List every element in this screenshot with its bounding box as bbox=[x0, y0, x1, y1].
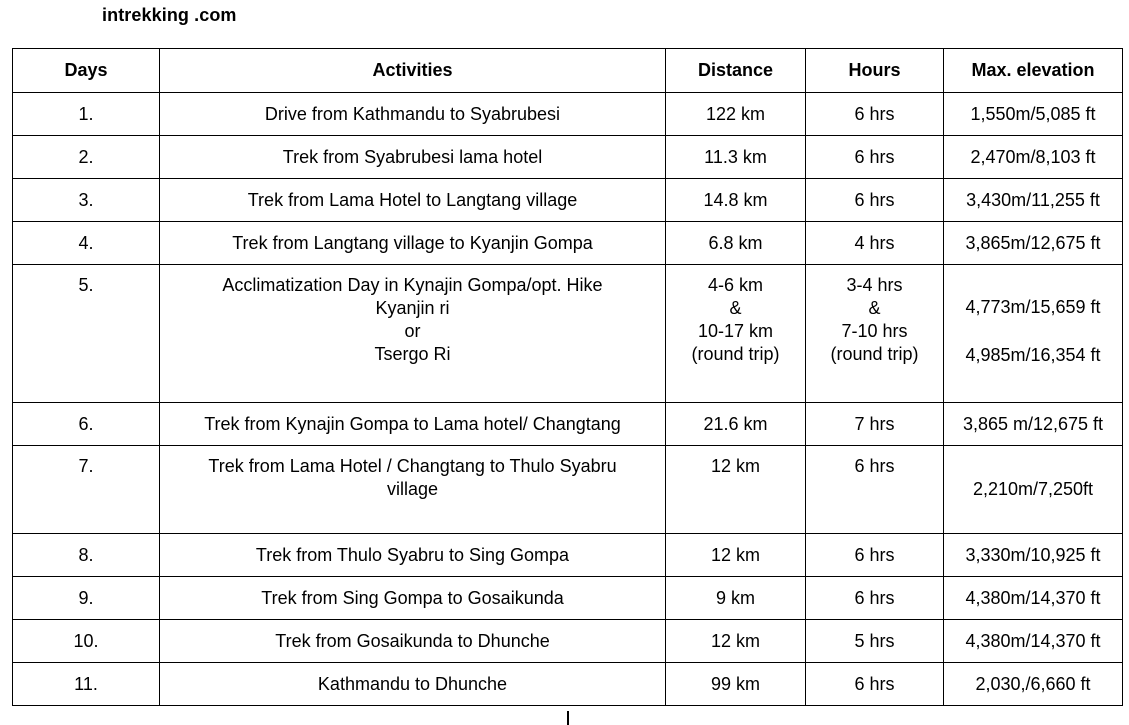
header-distance: Distance bbox=[666, 49, 806, 93]
table-row bbox=[13, 93, 1123, 136]
day-cell bbox=[13, 265, 160, 403]
table-row bbox=[13, 265, 1123, 403]
elevation-cell: 3,330m/10,925 ft bbox=[944, 534, 1123, 577]
activity-text bbox=[160, 446, 665, 501]
activity-text bbox=[160, 265, 665, 366]
day-cell: 4. bbox=[13, 222, 160, 265]
hours-cell: 5 hrs bbox=[806, 620, 944, 663]
activity-line: Acclimatization Day in Kynajin Gompa/opt. Hike bbox=[222, 275, 603, 295]
hours-cell: 4 hrs bbox=[806, 222, 944, 265]
activity-cell bbox=[160, 446, 666, 534]
distance-cell: 9 km bbox=[666, 577, 806, 620]
hours-line: 3-4 hrs bbox=[846, 275, 903, 295]
elevation-cell: 3,865 m/12,675 ft bbox=[944, 403, 1123, 446]
hours-cell bbox=[806, 265, 944, 403]
distance-text: 12 km bbox=[710, 456, 761, 476]
hours-cell: 7 hrs bbox=[806, 403, 944, 446]
activity-cell: Trek from Gosaikunda to Dhunche bbox=[160, 620, 666, 663]
table-row bbox=[13, 179, 1123, 222]
table-row bbox=[13, 534, 1123, 577]
activity-cell: Trek from Lama Hotel to Langtang village bbox=[160, 179, 666, 222]
elevation-cell bbox=[944, 446, 1123, 534]
distance-line: 4-6 km bbox=[707, 275, 763, 295]
elevation-line: 4,773m/15,659 ft bbox=[965, 297, 1101, 317]
distance-text bbox=[666, 265, 805, 366]
table-row bbox=[13, 446, 1123, 534]
hours-cell: 6 hrs bbox=[806, 577, 944, 620]
page-cut-marker bbox=[567, 711, 569, 725]
distance-line: & bbox=[729, 298, 742, 318]
itinerary-table bbox=[12, 48, 1123, 706]
hours-cell: 6 hrs bbox=[806, 136, 944, 179]
hours-line: & bbox=[868, 298, 881, 318]
table-row bbox=[13, 136, 1123, 179]
hours-text: 6 hrs bbox=[854, 456, 895, 476]
elevation-cell: 4,380m/14,370 ft bbox=[944, 577, 1123, 620]
day-cell: 3. bbox=[13, 179, 160, 222]
day-cell: 11. bbox=[13, 663, 160, 706]
elevation-line: 4,985m/16,354 ft bbox=[965, 345, 1101, 365]
activity-cell: Kathmandu to Dhunche bbox=[160, 663, 666, 706]
day-cell: 10. bbox=[13, 620, 160, 663]
elevation-text: 2,210m/7,250ft bbox=[972, 479, 1094, 499]
distance-cell: 12 km bbox=[666, 534, 806, 577]
activity-line: Tsergo Ri bbox=[374, 344, 451, 364]
day-cell: 9. bbox=[13, 577, 160, 620]
elevation-cell: 1,550m/5,085 ft bbox=[944, 93, 1123, 136]
elevation-cell: 4,380m/14,370 ft bbox=[944, 620, 1123, 663]
elevation-cell: 2,030,/6,660 ft bbox=[944, 663, 1123, 706]
activity-cell: Trek from Syabrubesi lama hotel bbox=[160, 136, 666, 179]
activity-cell: Trek from Thulo Syabru to Sing Gompa bbox=[160, 534, 666, 577]
activity-cell: Trek from Langtang village to Kyanjin Gompa bbox=[160, 222, 666, 265]
hours-cell: 6 hrs bbox=[806, 534, 944, 577]
header-max-elevation: Max. elevation bbox=[944, 49, 1123, 93]
day-cell bbox=[13, 446, 160, 534]
elevation-cell: 3,430m/11,255 ft bbox=[944, 179, 1123, 222]
header-activities: Activities bbox=[160, 49, 666, 93]
table-row bbox=[13, 222, 1123, 265]
elevation-cell: 3,865m/12,675 ft bbox=[944, 222, 1123, 265]
distance-cell: 122 km bbox=[666, 93, 806, 136]
hours-text bbox=[806, 265, 943, 366]
elevation-cell: 2,470m/8,103 ft bbox=[944, 136, 1123, 179]
activity-line: Trek from Lama Hotel / Changtang to Thulo Syabru bbox=[208, 456, 617, 476]
activity-line: or bbox=[404, 321, 421, 341]
table-row bbox=[13, 620, 1123, 663]
table-header-row bbox=[13, 49, 1123, 93]
site-title: intrekking .com bbox=[102, 5, 237, 25]
table-row bbox=[13, 403, 1123, 446]
distance-line: (round trip) bbox=[691, 344, 780, 364]
table-row bbox=[13, 663, 1123, 706]
distance-cell: 99 km bbox=[666, 663, 806, 706]
distance-cell: 12 km bbox=[666, 620, 806, 663]
distance-line: 10-17 km bbox=[697, 321, 774, 341]
activity-cell bbox=[160, 265, 666, 403]
hours-cell: 6 hrs bbox=[806, 663, 944, 706]
activity-cell: Drive from Kathmandu to Syabrubesi bbox=[160, 93, 666, 136]
distance-cell: 14.8 km bbox=[666, 179, 806, 222]
activity-cell: Trek from Kynajin Gompa to Lama hotel/ Changtang bbox=[160, 403, 666, 446]
elevation-text bbox=[944, 265, 1122, 379]
itinerary-table-container bbox=[12, 48, 1122, 706]
day-cell: 6. bbox=[13, 403, 160, 446]
hours-cell bbox=[806, 446, 944, 534]
activity-line: Kyanjin ri bbox=[375, 298, 450, 318]
hours-line: 7-10 hrs bbox=[841, 321, 908, 341]
day-cell: 2. bbox=[13, 136, 160, 179]
header-days: Days bbox=[13, 49, 160, 93]
table-row bbox=[13, 577, 1123, 620]
distance-cell bbox=[666, 446, 806, 534]
activity-cell: Trek from Sing Gompa to Gosaikunda bbox=[160, 577, 666, 620]
distance-cell: 11.3 km bbox=[666, 136, 806, 179]
hours-cell: 6 hrs bbox=[806, 179, 944, 222]
activity-line: village bbox=[386, 479, 439, 499]
hours-cell: 6 hrs bbox=[806, 93, 944, 136]
day-text: 5. bbox=[78, 275, 94, 295]
distance-cell bbox=[666, 265, 806, 403]
hours-line: (round trip) bbox=[830, 344, 919, 364]
distance-cell: 21.6 km bbox=[666, 403, 806, 446]
day-cell: 8. bbox=[13, 534, 160, 577]
elevation-cell bbox=[944, 265, 1123, 403]
header-hours: Hours bbox=[806, 49, 944, 93]
distance-cell: 6.8 km bbox=[666, 222, 806, 265]
day-cell: 1. bbox=[13, 93, 160, 136]
day-text: 7. bbox=[78, 456, 94, 476]
